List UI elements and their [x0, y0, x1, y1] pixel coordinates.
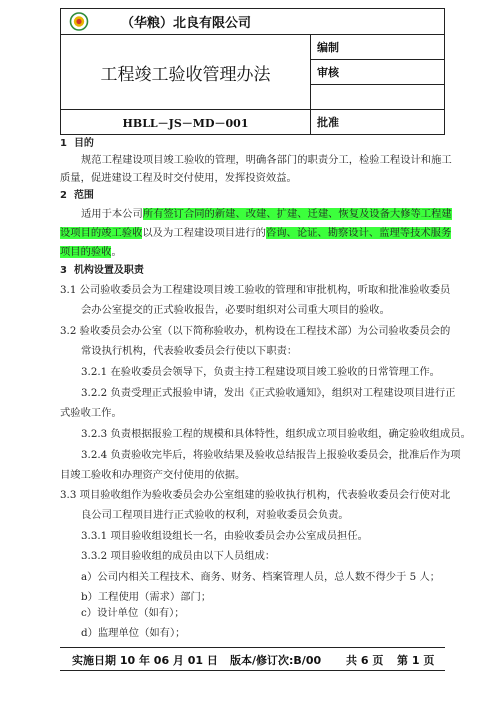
clause-3-2-2-line-2: 式验收工作。	[60, 407, 122, 419]
reviewed-by-label: 审核	[317, 66, 339, 79]
page-number: 第 1 页	[397, 654, 435, 667]
clause-3-2-3: 3.2.3 负责根据报验工程的规模和具体特性，组织成立项目验收组，确定验收组成员。	[81, 428, 471, 440]
purpose-line-2: 质量，促进建设工程及时交付使用，发挥投资效益。	[60, 172, 297, 184]
scope-text-plain-1: 适用于本公司	[81, 208, 143, 220]
version-revision: 版本/修订次:B/00	[230, 654, 322, 667]
document-code: HBLL－JS－MD－001	[122, 117, 249, 130]
compiled-by-cell	[311, 35, 444, 60]
clause-3-2-2-line-1: 3.2.2 负责受理正式报验申请，发出《正式验收通知》，组织对工程建设项目进行正	[81, 387, 456, 399]
scope-text-plain-2: 以及为工程建设项目进行的	[142, 227, 266, 239]
document-title: 工程竣工验收管理办法	[100, 65, 271, 85]
approved-by-cell	[311, 110, 444, 134]
company-name: （华粮）北良有限公司	[121, 16, 252, 31]
member-item-b: b）工程使用（需求）部门；	[81, 591, 212, 603]
section-2-number: 2	[60, 190, 67, 201]
scope-highlight-1: 所有签订合同的新建、改建、扩建、迁建、恢复及设备大修等工程建	[142, 208, 452, 220]
clause-3-2-line-2: 常设执行机构，代表验收委员会行使以下职责：	[81, 345, 298, 357]
clause-3-3-2: 3.3.2 项目验收组的成员由以下人员组成：	[81, 550, 276, 562]
scope-highlight-2: 设项目的竣工验收	[60, 227, 143, 239]
purpose-line-1: 规范工程建设项目竣工验收的管理，明确各部门的职责分工，检验工程设计和施工	[81, 154, 452, 166]
clause-3-3-1: 3.3.1 项目验收组设组长一名，由验收委员会办公室成员担任。	[81, 530, 368, 542]
member-item-c: c）设计单位（如有）；	[81, 607, 185, 619]
code-cell	[61, 110, 311, 134]
section-3-number: 3	[60, 265, 67, 276]
clause-3-1-line-2: 会办公室提交的正式验收报告，必要时组织对公司重大项目的验收。	[81, 304, 390, 316]
clause-3-3-line-2: 良公司工程项目进行正式验收的权利，对验收委员会负责。	[81, 509, 349, 521]
clause-3-3-line-1: 3.3 项目验收组作为验收委员会办公室组建的验收执行机构，代表验收委员会行使对北	[60, 489, 451, 501]
total-pages: 共 6 页	[346, 654, 384, 667]
section-3-heading	[60, 264, 144, 278]
clause-3-1-line-1: 3.1 公司验收委员会为工程建设项目竣工验收的管理和审批机构，听取和批准验收委员	[60, 284, 451, 296]
compiled-by-label: 编制	[317, 41, 339, 54]
company-row	[61, 9, 444, 35]
member-item-d: d）监理单位（如有）；	[81, 627, 186, 639]
clause-3-2-1: 3.2.1 在验收委员会领导下，负责主持工程建设项目竣工验收的日常管理工作。	[81, 366, 440, 378]
approved-by-label: 批准	[317, 116, 339, 129]
clause-3-2-4-line-1: 3.2.4 负责验收完毕后，将验收结果及验收总结报告上报验收委员会，批准后作为项	[81, 449, 461, 461]
scope-text-plain-3: 。	[111, 246, 122, 258]
section-1-heading	[60, 137, 94, 151]
section-1-number: 1	[60, 138, 67, 149]
scope-line-3	[60, 245, 122, 259]
section-2-title: 范围	[73, 190, 94, 201]
scope-highlight-3: 咨询、论证、勘察设计、监理等技术服务	[265, 227, 452, 239]
clause-3-2-4-line-2: 目竣工验收和办理资产交付使用的依据。	[60, 469, 246, 481]
section-3-title: 机构设置及职责	[73, 265, 144, 276]
scope-highlight-4: 项目的验收	[60, 246, 112, 258]
section-2-heading	[60, 189, 94, 203]
reviewed-by-cell	[311, 60, 444, 85]
company-logo-icon	[69, 12, 89, 31]
scope-line-1	[81, 207, 452, 221]
approval-spacer-cell	[311, 85, 444, 110]
section-1-title: 目的	[73, 138, 94, 149]
title-cell	[61, 35, 311, 110]
member-item-a: a）公司内相关工程技术、商务、财务、档案管理人员，总人数不得少于 5 人；	[81, 571, 441, 583]
scope-line-2	[60, 226, 451, 240]
effective-date: 实施日期 10 年 06 月 01 日	[72, 654, 218, 667]
document-header-table	[60, 8, 445, 135]
clause-3-2-line-1: 3.2 验收委员会办公室（以下简称验收办，机构设在工程技术部）为公司验收委员会的	[60, 325, 451, 337]
document-footer	[60, 647, 445, 671]
